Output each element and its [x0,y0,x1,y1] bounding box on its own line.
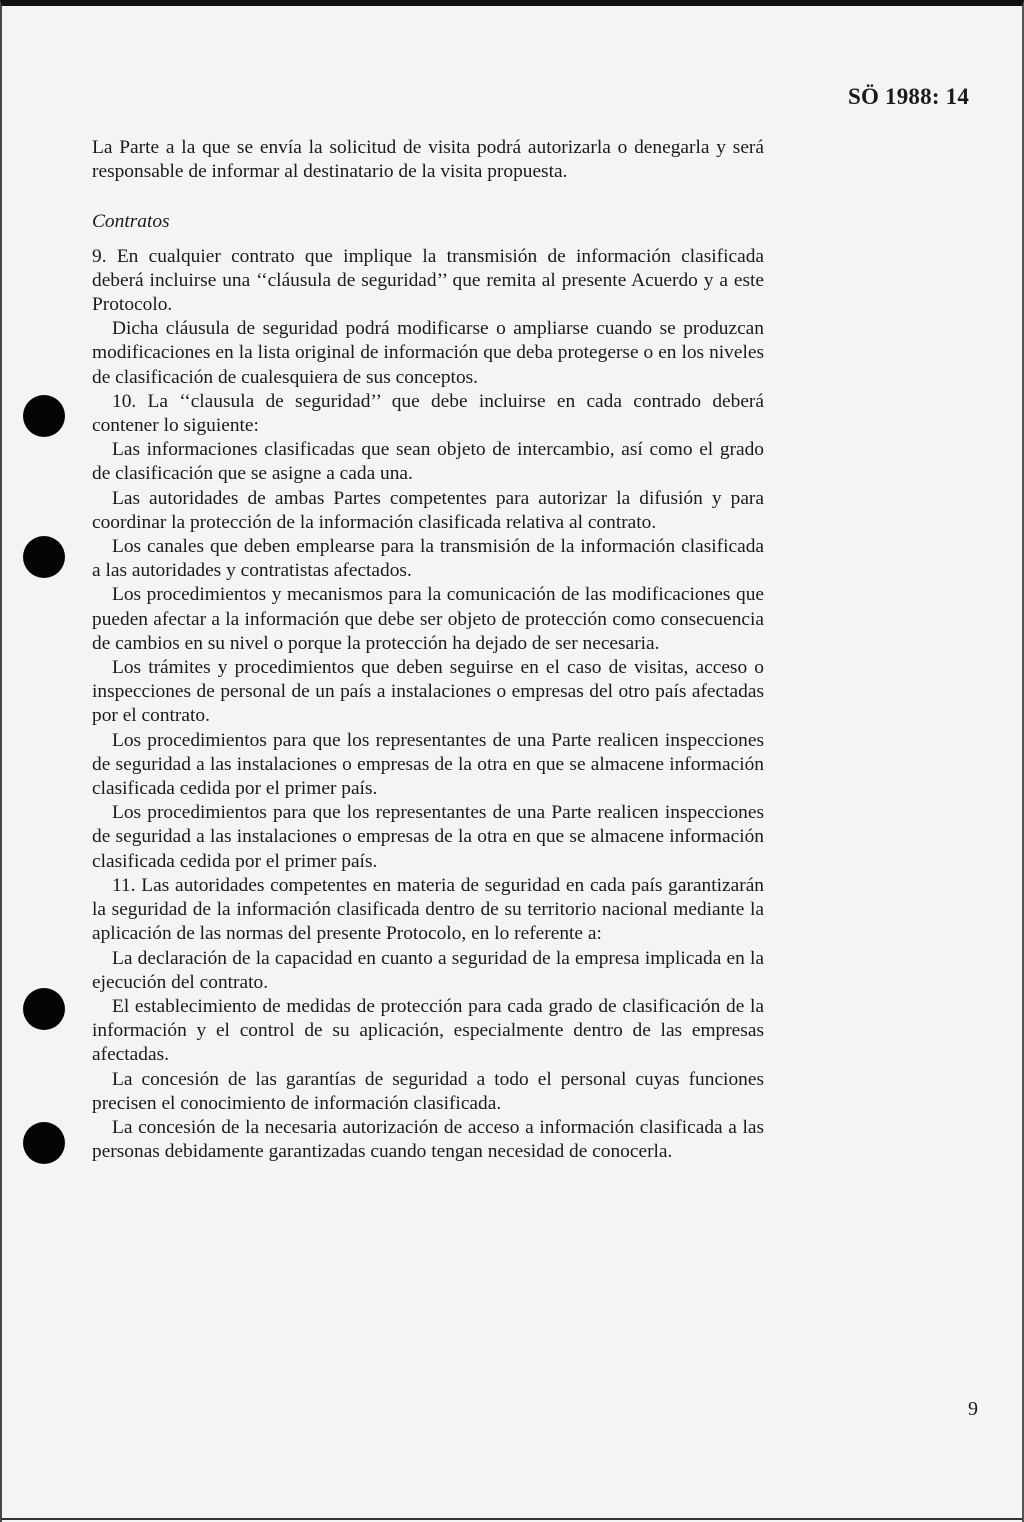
paragraph: Dicha cláusula de seguridad podrá modificarse o ampliarse cuando se produzcan modificaciones en la lista original de información que deba protegerse o en los niveles de clasificación de cualesquiera de sus conceptos. [92,318,764,388]
paragraph: Los trámites y procedimientos que deben seguirse en el caso de visitas, acceso o inspecciones de personal de un país a instalaciones o empresas del otro país afectadas por el contrato. [92,657,764,727]
punch-hole [23,988,65,1030]
paragraph: La declaración de la capacidad en cuanto a seguridad de la empresa implicada en la ejecución del contrato. [92,947,764,993]
punch-hole [23,536,65,578]
paragraph: 10. La ‘‘clausula de seguridad’’ que debe incluirse en cada contrado deberá contener lo siguiente: [92,390,764,437]
paragraph: Los procedimientos para que los representantes de una Parte realicen inspecciones de seguridad a las instalaciones o empresas de la otra en que se almacene información clasificada cedida por el primer país. [92,802,764,872]
paragraph: Los procedimientos y mecanismos para la comunicación de las modificaciones que pueden afectar a la información que debe ser objeto de protección como consecuencia de cambios en su nivel o porque la protección ha dejado de ser necesaria. [92,584,764,654]
paragraph: Las informaciones clasificadas que sean objeto de intercambio, así como el grado de clasificación que se asigne a cada una. [92,439,764,485]
paragraph: 11. Las autoridades competentes en materia de seguridad en cada país garantizarán la seguridad de la información clasificada dentro de su territorio nacional mediante la aplicación de las normas del presente Protocolo, en lo referente a: [92,874,764,945]
paragraph: El establecimiento de medidas de protección para cada grado de clasificación de la información y el control de su aplicación, especialmente dentro de las empresas afectadas. [92,995,764,1066]
paragraph: La Parte a la que se envía la solicitud de visita podrá autorizarla o denegarla y será responsable de informar al destinatario de la visita propuesta. [92,137,764,183]
paragraph: Los procedimientos para que los representantes de una Parte realicen inspecciones de seguridad a las instalaciones o empresas de la otra en que se almacene información clasificada cedida por el primer país. [92,729,764,800]
document-reference: SÖ 1988: 14 [848,84,970,109]
page-number: 9 [968,1398,978,1420]
paragraph: Las autoridades de ambas Partes competentes para autorizar la difusión y para coordinar la protección de la información clasificada relativa al contrato. [92,487,764,533]
page-bottom-edge [2,1518,1022,1520]
paragraph: Los canales que deben emplearse para la transmisión de la información clasificada a las autoridades y contratistas afectados. [92,536,764,582]
paragraph: 9. En cualquier contrato que implique la transmisión de información clasificada deberá incluirse una ‘‘cláusula de seguridad’’ que remita al presente Acuerdo y a este Protocolo. [92,245,764,316]
paragraph: La concesión de la necesaria autorización de acceso a información clasificada a las personas debidamente garantizadas cuando tengan necesidad de conocerla. [92,1116,764,1163]
section-heading: Contratos [92,211,170,233]
punch-hole [23,1122,65,1164]
paragraph: La concesión de las garantías de seguridad a todo el personal cuyas funciones precisen el conocimiento de información clasificada. [92,1068,764,1114]
punch-hole [23,395,65,437]
document-body [92,136,764,1164]
